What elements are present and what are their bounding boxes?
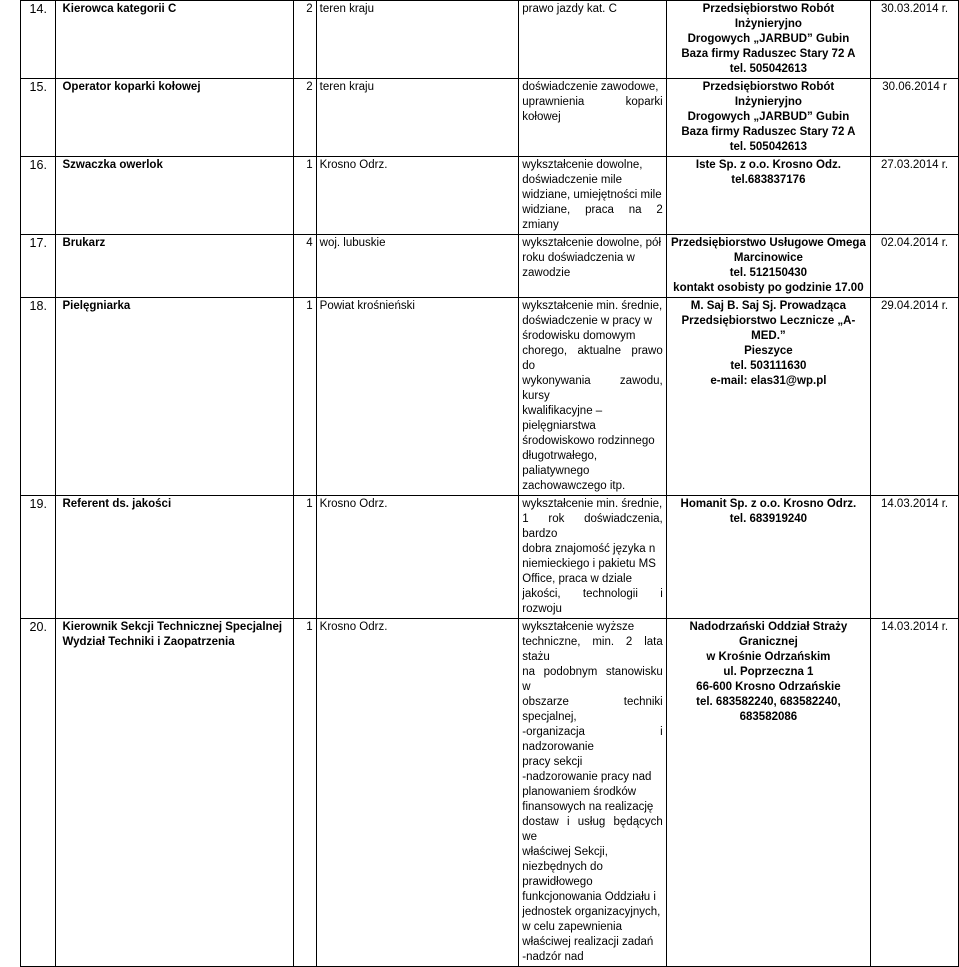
row-number: 17. — [21, 235, 56, 298]
requirements-line: właściwej realizacji zadań — [522, 936, 654, 948]
requirements-line: wykonywania zawodu, kursy — [522, 375, 663, 402]
employer-line: tel. 683919240 — [729, 513, 808, 525]
employer-line: ul. Poprzeczna 1 — [723, 666, 814, 678]
requirements-line: Office, praca w dziale — [522, 573, 633, 585]
employer-line: Baza firmy Raduszec Stary 72 A — [681, 126, 856, 138]
job-title: Operator koparki kołowej — [56, 79, 294, 157]
employer-line: M. Saj B. Saj Sj. Prowadząca — [690, 300, 847, 312]
requirements-line: prawidłowego — [522, 876, 593, 888]
employer — [666, 298, 870, 496]
employer-line: Przedsiębiorstwo Robót Inżynieryjno — [702, 81, 835, 108]
requirements-line: widziane, umiejętności mile — [522, 189, 662, 201]
row-number: 19. — [21, 496, 56, 619]
row-number: 18. — [21, 298, 56, 496]
requirements-line: -organizacja i nadzorowanie — [522, 726, 663, 753]
employer-line: Przedsiębiorstwo Lecznicze „A-MED.” — [681, 315, 856, 342]
employer-line: tel. 505042613 — [729, 141, 808, 153]
requirements-line: na podobnym stanowisku w — [522, 666, 663, 693]
employer-line: kontakt osobisty po godzinie 17.00 — [673, 282, 864, 294]
job-title: Pielęgniarka — [56, 298, 294, 496]
valid-until-date: 30.06.2014 r — [871, 79, 959, 157]
requirements-line: środowiskowo rodzinnego — [522, 435, 655, 447]
requirements-line: wykształcenie dowolne, — [522, 159, 643, 171]
employer-line: tel. 683582240, 683582240, 683582086 — [696, 696, 841, 723]
table-row — [21, 298, 959, 496]
requirements — [519, 1, 666, 79]
job-title: Szwaczka owerlok — [56, 157, 294, 235]
requirements-line: planowaniem środków — [522, 786, 637, 798]
requirements-line: 1 rok doświadczenia, bardzo — [522, 513, 663, 540]
requirements — [519, 298, 666, 496]
employer-line: Nadodrzański Oddział Straży Granicznej — [689, 621, 848, 648]
employer-line: Homanit Sp. z o.o. Krosno Odrz. — [680, 498, 857, 510]
employer-line: Drogowych „JARBUD” Gubin — [687, 111, 850, 123]
table-row — [21, 619, 959, 967]
requirements-line: pielęgniarstwa — [522, 420, 596, 432]
employer-line: Iste Sp. z o.o. Krosno Odz. — [695, 159, 841, 171]
work-place: Krosno Odrz. — [316, 619, 519, 967]
employer — [666, 1, 870, 79]
requirements-line: niezbędnych do — [522, 861, 603, 873]
requirements-line: w celu zapewnienia — [522, 921, 623, 933]
table-row — [21, 496, 959, 619]
work-place: Powiat krośnieński — [316, 298, 519, 496]
valid-until-date: 14.03.2014 r. — [871, 496, 959, 619]
requirements — [519, 496, 666, 619]
employer — [666, 619, 870, 967]
requirements-line: widziane, praca na 2 zmiany — [522, 204, 663, 231]
work-place: teren kraju — [316, 1, 519, 79]
employer-line: Przedsiębiorstwo Usługowe Omega — [670, 237, 866, 249]
employer-line: tel.683837176 — [731, 174, 806, 186]
vacancy-count: 2 — [294, 79, 316, 157]
employer-line: Przedsiębiorstwo Robót Inżynieryjno — [702, 3, 835, 30]
employer-line: Marcinowice — [733, 252, 803, 264]
requirements-line: prawo jazdy kat. C — [522, 3, 617, 15]
work-place: woj. lubuskie — [316, 235, 519, 298]
requirements-line: niemieckiego i pakietu MS — [522, 558, 656, 570]
job-offers-table — [20, 0, 959, 967]
vacancy-count: 1 — [294, 157, 316, 235]
row-number: 15. — [21, 79, 56, 157]
employer-line: Pieszyce — [744, 345, 793, 357]
valid-until-date: 14.03.2014 r. — [871, 619, 959, 967]
vacancy-count: 4 — [294, 235, 316, 298]
requirements-line: doświadczenie mile — [522, 174, 622, 186]
requirements-line: środowisku domowym — [522, 330, 636, 342]
employer-line: tel. 503111630 — [730, 360, 807, 372]
work-place: Krosno Odrz. — [316, 157, 519, 235]
valid-until-date: 02.04.2014 r. — [871, 235, 959, 298]
vacancy-count: 2 — [294, 1, 316, 79]
requirements-line: -nadzorowanie pracy nad — [522, 771, 652, 783]
row-number: 16. — [21, 157, 56, 235]
requirements-line: doświadczenie zawodowe, — [522, 81, 659, 93]
requirements-line: pracy sekcji — [522, 756, 583, 768]
requirements-line: obszarze techniki specjalnej, — [522, 696, 663, 723]
work-place: teren kraju — [316, 79, 519, 157]
requirements — [519, 235, 666, 298]
employer — [666, 79, 870, 157]
employer — [666, 157, 870, 235]
vacancy-count: 1 — [294, 496, 316, 619]
job-title: Kierowca kategorii C — [56, 1, 294, 79]
vacancy-count: 1 — [294, 298, 316, 496]
work-place: Krosno Odrz. — [316, 496, 519, 619]
requirements-line: dostaw i usług będących we — [522, 816, 663, 843]
requirements-line: roku doświadczenia w — [522, 252, 635, 264]
requirements-line: długotrwałego, paliatywnego — [522, 450, 598, 477]
requirements-line: -nadzór nad — [522, 951, 584, 963]
requirements-line: jednostek organizacyjnych, — [522, 906, 661, 918]
requirements-line: zachowawczego itp. — [522, 480, 626, 492]
requirements-line: finansowych na realizację — [522, 801, 654, 813]
vacancy-count: 1 — [294, 619, 316, 967]
employer-line: 66-600 Krosno Odrzańskie — [696, 681, 841, 693]
valid-until-date: 29.04.2014 r. — [871, 298, 959, 496]
requirements-line: wykształcenie wyższe — [522, 621, 635, 633]
employer — [666, 235, 870, 298]
requirements-line: właściwej Sekcji, — [522, 846, 608, 858]
requirements-line: jakości, technologii i rozwoju — [522, 588, 663, 615]
employer — [666, 496, 870, 619]
employer-line: tel. 512150430 — [729, 267, 808, 279]
requirements-line: dobra znajomość języka n — [522, 543, 656, 555]
employer-line: tel. 505042613 — [729, 63, 808, 75]
requirements-line: funkcjonowania Oddziału i — [522, 891, 656, 903]
valid-until-date: 30.03.2014 r. — [871, 1, 959, 79]
requirements-line: kwalifikacyjne – — [522, 405, 603, 417]
requirements — [519, 79, 666, 157]
table-row — [21, 79, 959, 157]
job-title: Kierownik Sekcji Technicznej Specjalnej Wydział Techniki i Zaopatrzenia — [56, 619, 294, 967]
requirements — [519, 157, 666, 235]
requirements-line: wykształcenie min. średnie, — [522, 300, 663, 312]
employer-line: Baza firmy Raduszec Stary 72 A — [681, 48, 856, 60]
row-number: 14. — [21, 1, 56, 79]
employer-line: w Krośnie Odrzańskim — [706, 651, 831, 663]
row-number: 20. — [21, 619, 56, 967]
job-title: Brukarz — [56, 235, 294, 298]
requirements-line: chorego, aktualne prawo do — [522, 345, 663, 372]
valid-until-date: 27.03.2014 r. — [871, 157, 959, 235]
requirements-line: wykształcenie min. średnie, — [522, 498, 663, 510]
employer-line: Drogowych „JARBUD” Gubin — [687, 33, 850, 45]
table-row — [21, 1, 959, 79]
requirements-line: doświadczenie w pracy w — [522, 315, 653, 327]
table-row — [21, 235, 959, 298]
employer-line: e-mail: elas31@wp.pl — [710, 375, 827, 387]
job-title: Referent ds. jakości — [56, 496, 294, 619]
requirements-line: techniczne, min. 2 lata stażu — [522, 636, 663, 663]
table-row — [21, 157, 959, 235]
requirements — [519, 619, 666, 967]
requirements-line: uprawnienia koparki kołowej — [522, 96, 663, 123]
requirements-line: zawodzie — [522, 267, 571, 279]
requirements-line: wykształcenie dowolne, pół — [522, 237, 661, 249]
